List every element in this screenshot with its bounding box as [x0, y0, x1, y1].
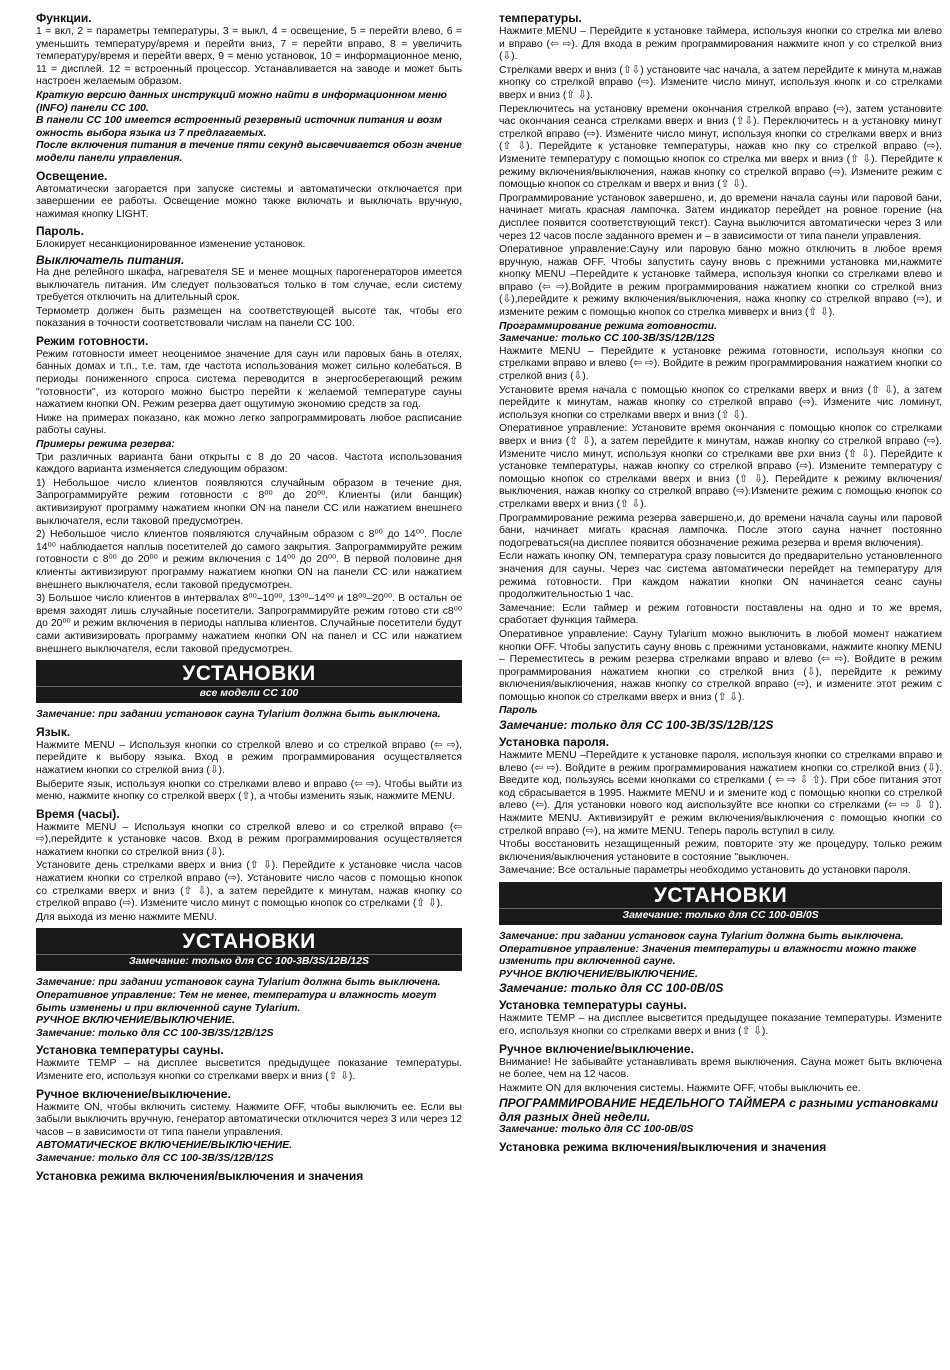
section-banner-subtitle: Замечание: только для CC 100-0B/0S: [499, 908, 942, 922]
body-paragraph: 3) Большое число клиентов в интервалах 8⁰⁰–10⁰⁰, 13⁰⁰–14⁰⁰ и 18⁰⁰–20⁰⁰. В остальн ое время заходят лишь случайные посетители. Запрограммируйте режим готово сти с8⁰⁰ до 20⁰⁰ и режим включения в периоды наплыва клиентов. Случайные посетители будут сами активизировать программу нажатием кнопки ON на панел и CC или нажатием внешнего выключателя, если таковой предусмотрен.: [36, 593, 462, 655]
body-paragraph: 2) Небольшое число клиентов появляются случайным образом с 8⁰⁰ до 14⁰⁰. После 14⁰⁰ наблюдается наплыв посетителей до самого закрытия. Запрограммируйте режим готовности с 8⁰⁰ до 20⁰⁰ и режим включения с 14⁰⁰ до 20⁰⁰. В первой половине дня клиенты активизируют программу нажатием кнопки ON на панели CC или нажатием внешнего выключателя, если таковой предусмотрен.: [36, 529, 462, 591]
section-banner: [36, 928, 462, 971]
section-banner-title: УСТАНОВКИ: [653, 884, 788, 907]
italic-note: РУЧНОЕ ВКЛЮЧЕНИЕ/ВЫКЛЮЧЕНИЕ.: [36, 1015, 235, 1027]
section-banner-title: УСТАНОВКИ: [182, 662, 316, 686]
italic-note: Пароль: [499, 705, 538, 717]
italic-heading: Замечание: только для CC 100-3B/3S/12B/12S: [499, 718, 774, 733]
left-column: [36, 8, 462, 1366]
body-paragraph: Стрелками вверх и вниз (⇧⇩) установите час начала, а затем перейдите к минута м,нажав кнопку со стрелкой вправо (⇨). Измените число минут, используя кнопк и со стрелками вверх и вниз (⇧ ⇩).: [499, 64, 942, 101]
italic-note: Примеры режима резерва:: [36, 439, 175, 451]
italic-note: АВТОМАТИЧЕСКОЕ ВКЛЮЧЕНИЕ/ВЫКЛЮЧЕНИЕ.: [36, 1140, 293, 1152]
italic-note: Замечание: только для CC 100-3B/3S/12B/12S: [36, 1152, 274, 1164]
section-heading: Установка температуры сауны.: [36, 1043, 224, 1058]
italic-note: Замечание: только для CC 100-0B/0S: [499, 1124, 694, 1136]
section-heading: Ручное включение/выключение.: [499, 1041, 694, 1056]
italic-heading: Выключатель питания.: [36, 252, 185, 267]
body-paragraph: Нажмите ON, чтобы включить систему. Нажмите OFF, чтобы выключить ее. Если вы забыли выключить вручную, генератор автоматически отключится через 3 или через 12 часов – в зависимости от типа панели управления.: [36, 1101, 462, 1138]
body-paragraph: Нажмите ON для включения системы. Нажмите OFF, чтобы выключить ее.: [499, 1082, 861, 1094]
italic-note: В панели CC 100 имеется встроенный резервный источник питания и возм ожность выбора языка из 7 предлагаемых.: [36, 115, 442, 139]
body-paragraph: Нажмите TEMP – на дисплее высветится предыдущее показание температуры. Измените его, используя кнопки со стрелками вверх и вниз (⇧ ⇩).: [36, 1058, 462, 1082]
italic-heading: Замечание: только для CC 100-0B/0S: [499, 981, 724, 996]
body-paragraph: Ниже на примерах показано, как можно легко запрограммировать любое расписание работы сауны.: [36, 412, 462, 437]
section-heading: Режим готовности.: [36, 333, 149, 348]
italic-note: Замечание: только для CC 100-3B/3S/12B/12S: [36, 1027, 274, 1039]
body-paragraph: Замечание: Если таймер и режим готовности поставлены на одно и то же время, сработает функция таймера.: [499, 602, 942, 627]
body-paragraph: Нажмите MENU –Перейдите к установке пароля, используя кнопки со стрелками вправо и влево (⇦ ⇨). Войдите в режим программирования нажатием кнопки со стрелкой вниз (⇩). Введите код, пользуясь всеми кнопками со стрелками ( ⇦ ⇨ ⇩ ⇧). При сбое питания этот код сбрасывается в 1995. Нажмите MENU и и змените код с помощью кнопки со стрелкой влево (⇦). Для установки нового код аиспользуйте все кнопки со стрелками (⇦ ⇨ ⇩ ⇧). Нажмите MENU. Активизируйт е режим включения/выключения с помощью кнопки со стрелкой вправо (⇨), на жмите MENU. Теперь пароль вступил в силу.: [499, 750, 942, 837]
body-paragraph: Блокирует несанкционированное изменение установок.: [36, 239, 306, 251]
body-paragraph: 1 = вкл, 2 = параметры температуры, 3 = выкл, 4 = освещение, 5 = перейти влево, 6 = уменьшить температуру/время и перейти вниз, 7 = перейти вправо, 8 = увеличить температуру/время и перейти вверх, 9 = меню установок, 10 = информационное меню, 11 = дисплей. 12 = встроенный процессор. Устанавливается на заводе и может быть настроен желаемым образом.: [36, 26, 462, 88]
section-heading: Освещение.: [36, 168, 108, 183]
section-heading: температуры.: [499, 11, 582, 25]
body-paragraph: Чтобы восстановить незащищенный режим, повторите эту же процедуру, только режим включения/выключения установите в состояние "выключен.: [499, 839, 942, 863]
italic-heading: ПРОГРАММИРОВАНИЕ НЕДЕЛЬНОГО ТАЙМЕРА с разными установками для разных дней недели.: [499, 1096, 939, 1125]
section-heading: Установка режима включения/выключения и значения: [499, 1139, 827, 1154]
body-paragraph: 1) Небольшое число клиентов появляются случайным образом в течение дня. Запрограммируйте режим готовности с 8⁰⁰ до 20⁰⁰. Клиенты (или банщик) активизируют программу нажатием кнопки ON на панели CC или нажатием внешнего выключателя, если таковой предусмотрен.: [36, 477, 462, 527]
body-paragraph: Выберите язык, используя кнопки со стрелками влево и вправо (⇦ ⇨). Чтобы выйти из меню, нажмите кнопку со стрелкой вверх (⇧), а чтобы изменить язык, нажмите MENU.: [36, 778, 462, 803]
body-paragraph: Три различных варианта бани открыты с 8 до 20 часов. Частота использования каждого варианта изменяется следующим образом:: [36, 451, 462, 476]
body-paragraph: Нажмите TEMP – на дисплее высветится предыдущее показание температуры. Измените его, используя кнопки со стрелками вверх и вниз (⇧ ⇩).: [499, 1013, 942, 1037]
body-paragraph: Термометр должен быть размещен на соответствующей высоте так, чтобы его показания в точности соответствовали числам на панели CC 100.: [36, 305, 462, 330]
italic-note: Краткую версию данных инструкций можно найти в информационном меню (INFO) панели CC 100.: [36, 89, 447, 114]
right-column: [499, 8, 942, 1366]
section-heading: Установка режима включения/выключения и значения: [36, 1168, 364, 1183]
body-paragraph: Программирование режима резерва завершено,и, до времени начала сауны или паровой бани, начинает мигать красная лампочка. После этого сауна начнет постоянно подогреваться(на дисплее появится обозначение режима резерва и время включения).: [499, 512, 942, 549]
section-heading: Пароль.: [36, 224, 84, 239]
section-banner: [499, 882, 942, 925]
body-paragraph: Установите день стрелками вверх и вниз (⇧ ⇩). Перейдите к установке числа часов нажатием кнопки со стрелкой вправо (⇨). Установите число часов с помощью кнопок со стрелками вверх и вниз (⇧ ⇩), а затем перейдите к минутам, нажав кнопку со стрелкой вправо (⇨). Измените число минут с помощью кнопок со стрелками (⇧ ⇩).: [36, 860, 462, 910]
body-paragraph: Оперативное управление: Сауну Tylarium можно выключить в любой момент нажатием кнопки OFF. Чтобы запустить сауну вновь с прежними установками, нажмите кнопку MENU – Переместитесь в режим резерва стрелками вправо и влево (⇦ ⇨). Войдите в режим программирования нажатием кнопки со стрелкой вниз (⇩), перейдите к режиму включения/выключения, нажав кнопку со стрелкой вправо (⇨), и измените этот режим с помощью кнопок со стрелками вверх и вниз (⇧ ⇩).: [499, 628, 942, 703]
body-paragraph: Нажмите MENU – Используя кнопки со стрелкой влево и со стрелкой вправо (⇦ ⇨), перейдите к выбору языка. Вход в режим программирования осуществляется нажатием кнопки со стрелкой вниз (⇩).: [36, 739, 462, 776]
italic-note: Замечание: при задании установок сауна Tylarium должна быть выключена.: [36, 709, 441, 721]
italic-note: РУЧНОЕ ВКЛЮЧЕНИЕ/ВЫКЛЮЧЕНИЕ.: [499, 968, 698, 980]
italic-note: Замечание: при задании установок сауна Tylarium должна быть выключена. Оперативное управление: Тем не менее, температура и влажность могут быть изменены и при включенной сауне Tylarium.: [36, 977, 441, 1014]
section-banner-title: УСТАНОВКИ: [182, 930, 316, 954]
italic-note: После включения питания в течение пяти секунд высвечивается обозн ачение модели панели управления.: [36, 140, 462, 164]
section-banner-subtitle: все модели CC 100: [36, 686, 462, 700]
section-heading: Установка пароля.: [499, 735, 610, 750]
body-paragraph: Нажмите MENU – Перейдите к установке таймера, используя кнопки со стрелка ми влево и вправо (⇦ ⇨). Для входа в режим программирования нажмите кноп у со стрелкой вниз (⇩).: [499, 26, 942, 63]
italic-note: Замечание: при задании установок сауна Tylarium должна быть выключена. Оперативное управление: Значения температуры и влажности можно также изменить при включенной сауне.: [499, 931, 917, 968]
italic-note: Замечание: только CC 100-3B/3S/12B/12S: [499, 333, 715, 345]
body-paragraph: Внимание! Не забывайте устанавливать время выключения. Сауна может быть включена не более, чем на 12 часов.: [499, 1056, 942, 1081]
body-paragraph: Установите время начала с помощью кнопок со стрелками вверх и вниз (⇧ ⇩), а затем перейдите к минутам, нажав кнопку со стрелкой вправо (⇨). Измените чис ломинут, используя кнопки со стрелками вверх и вниз (⇧ ⇩).: [499, 384, 942, 421]
body-paragraph: Режим готовности имеет неоценимое значение для саун или паровых бань в отелях, банных домах и т.п., т.е. там, где частота использования может сильно колебаться. В периоды пониженного спроса система переводится в энергосберегающий режим "готовности", из которого можно быстро перейти к желаемой температуре сауны нажатием кнопки ON. Режим резерва дает ощутимую экономию средств за год.: [36, 348, 462, 411]
body-paragraph: Переключитесь на установку времени окончания стрелкой вправо (⇨), затем установите час окончания сеанса стрелками вверх и вниз (⇧⇩). Переключитесь н а установку минут стрелкой вправо (⇨). Измените число минут, используя кнопки со стрелками вверх и вниз (⇧ ⇩). Перейдите к установке температуры, нажав кно пку со стрелкой вправо (⇨). Измените температуру с помощью кнопок со стрелка ми вверх и вниз (⇧ ⇩). Перейдите к режиму включения/выключения, нажав кнопку со стрелкой вправо (⇨). Измените режим с помощью кнопок со стрелкам и вверх и вниз (⇧ ⇩).: [499, 103, 942, 191]
section-heading: Ручное включение/выключение.: [36, 1086, 231, 1101]
body-paragraph: Нажмите MENU – Перейдите к установке режима готовности, используя кнопки со стрелками вправо и влево (⇦ ⇨). Войдите в режим программирования нажатием кнопки со стрелкой вниз (⇩).: [499, 345, 942, 383]
body-paragraph: Программирование установок завершено, и, до времени начала сауны или паровой бани, начинает мигать красная лампочка. Затем индикатор перейдет на ровное горение (на дисплее появится соответствующий текст). Сауна выключится автоматически через 3 или через 12 часов после заданного времен и – в зависимости от типа панели управления.: [499, 192, 942, 242]
body-paragraph: Для выхода из меню нажмите MENU.: [36, 911, 217, 923]
body-paragraph: Оперативное управление:Сауну или паровую баню можно отключить в любое время вручную, нажав OFF. Чтобы запустить сауну вновь с прежними установка ми,нажмите кнопку MENU –Перейдите к установке таймера, используя кнопки со стрелками влево и вправо (⇦ ⇨).Войдите в режим программирования нажатием кнопки со стрелкой вниз (⇩),перейдите к режиму включения/выключения, нажа кнопку со стрелкой вправо (⇨), и измените режим с помощью кнопок со стрелка мивверх и вниз (⇧ ⇩).: [499, 244, 942, 319]
section-heading: Время (часы).: [36, 806, 120, 821]
section-banner: [36, 660, 462, 703]
body-paragraph: На дне релейного шкафа, нагревателя SE и менее мощных парогенераторов имеется выключатель питания. Им следует пользоваться только в том случае, если систему требуется отключить на длительный срок.: [36, 266, 462, 304]
body-paragraph: Если нажать кнопку ON, температура сразу повысится до предварительно установленного значения для сауны. Через час система автоматически перейдет на температуру для режима готовности. При каждом нажатии кнопки ON начинается сеанс сауны продолжительностью 1 час.: [499, 551, 942, 601]
section-banner-subtitle: Замечание: только для CC 100-3B/3S/12B/12S: [36, 954, 462, 968]
body-paragraph: Нажмите MENU – Используя кнопки со стрелкой влево и со стрелкой вправо (⇦ ⇨),перейдите к установке часов. Вход в режим программирования осуществляется нажатием кнопки со стрелкой вниз (⇩).: [36, 821, 462, 858]
body-paragraph: Автоматически загорается при запуске системы и автоматически отключается при завершении ее работы. Освещение можно также включать и выключать вручную, нажимая кнопку LIGHT.: [36, 183, 462, 220]
body-paragraph: Замечание: Все остальные параметры необходимо установить до установки пароля.: [499, 865, 911, 877]
italic-note: Программирование режима готовности.: [499, 320, 718, 332]
section-heading: Язык.: [36, 724, 71, 739]
section-heading: Установка температуры сауны.: [499, 998, 687, 1013]
body-paragraph: Оперативное управление: Установите время окончания с помощью кнопок со стрелками вверх и вниз (⇧ ⇩), а затем перейдите к минутам, нажав кнопку со стрелкой вправо (⇨). Измените число минут, используя кнопки со стрелками вве рхи вниз (⇧ ⇩). Перейдите к установке температуры, нажав кнопку со стрелкой вправо (⇨). Измените температуру с помощью кнопок со стрелками вверх и вниз (⇧ ⇩). Перейдите к режиму включения/выключения, нажав кнопку со стрелкой вправо (⇨).Измените режим с помощью кнопок со стрелками вверх и вниз (⇧ ⇩).: [499, 423, 942, 510]
section-heading: Функции.: [36, 11, 92, 25]
